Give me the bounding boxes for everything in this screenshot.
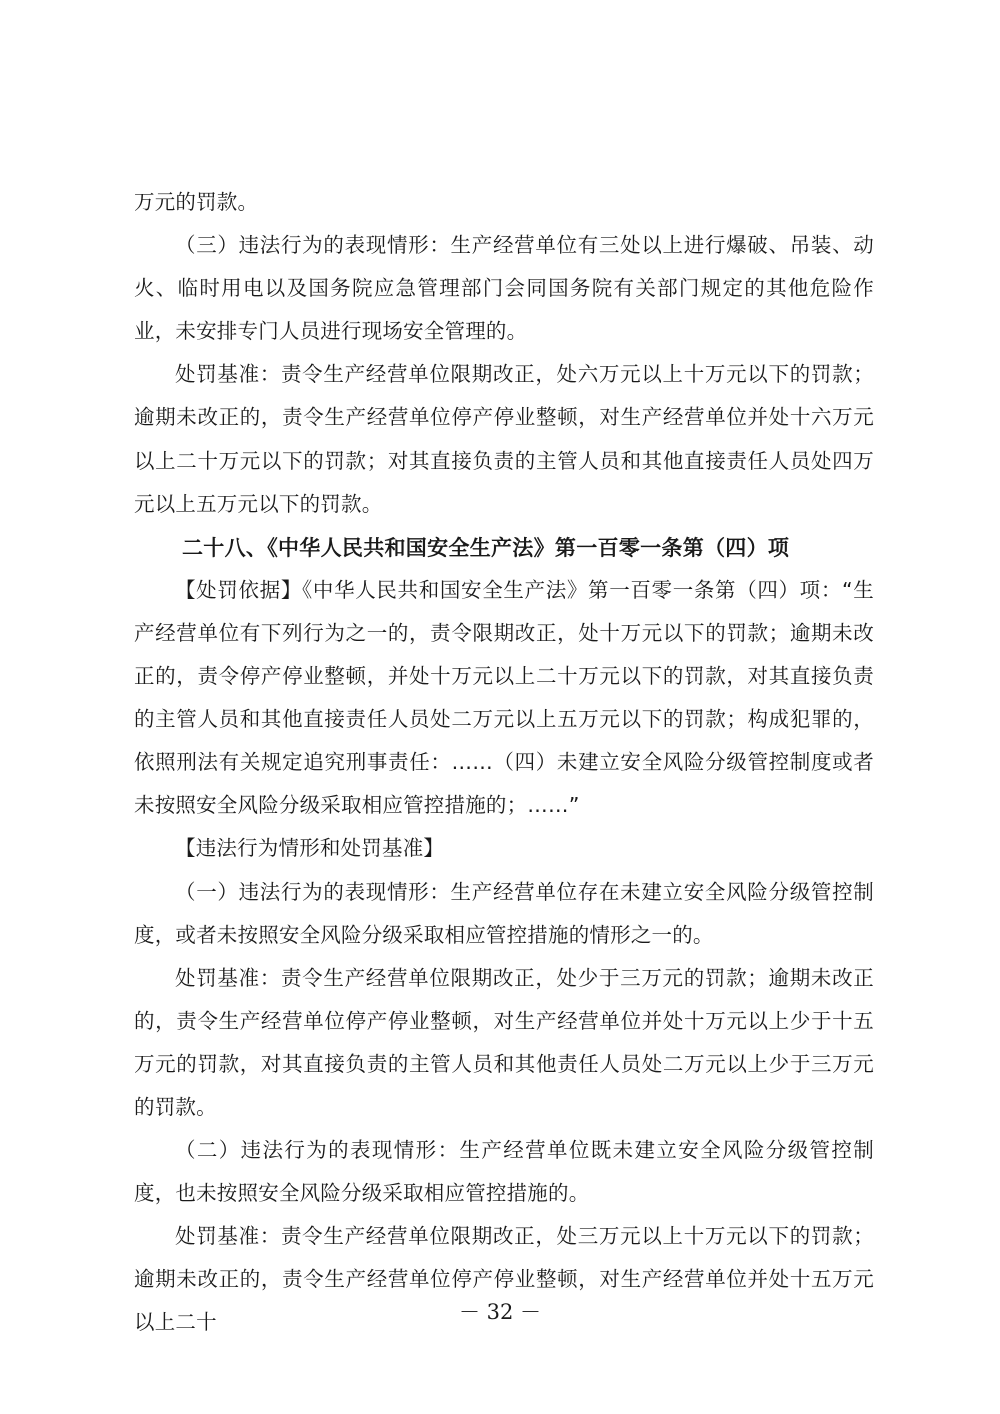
paragraph-penalty-basis: 【处罚依据】《中华人民共和国安全生产法》第一百零一条第（四）项：“生产经营单位有下列行为之一的，责令限期改正，处十万元以下的罚款；逾期未改正的，责令停产停业整顿，并处十万元以上二十万元以下的罚款，对其直接负责的主管人员和其他直接责任人员处二万元以上五万元以下的罚款；构成犯罪的，依照刑法有关规定追究刑事责任：……（四）未建立安全风险分级管控制度或者未按照安全风险分级采取相应管控措施的；……” xyxy=(134,577,874,818)
paragraph-penalty-standard-1: 处罚基准：责令生产经营单位限期改正，处少于三万元的罚款；逾期未改正的，责令生产经营单位停产停业整顿，对生产经营单位并处十万元以上少于十五万元的罚款，对其直接负责的主管人员和其他责任人员处二万元以上少于三万元的罚款。 xyxy=(134,965,874,1119)
paragraph-continuation: 万元的罚款。 xyxy=(134,190,259,214)
subheading-violation-and-standard: 【违法行为情形和处罚基准】 xyxy=(175,836,445,861)
document-body xyxy=(134,181,874,1345)
section-heading-28: 二十八、《中华人民共和国安全生产法》第一百零一条第（四）项 xyxy=(182,534,790,560)
paragraph-violation-case-1: （一）违法行为的表现情形：生产经营单位存在未建立安全风险分级管控制度，或者未按照安全风险分级采取相应管控措施的情形之一的。 xyxy=(134,879,874,947)
paragraph-penalty-standard-2: 处罚基准：责令生产经营单位限期改正，处三万元以上十万元以下的罚款；逾期未改正的，责令生产经营单位停产停业整顿，对生产经营单位并处十五万元以上二十 xyxy=(134,1224,874,1335)
page-number: － 32 － xyxy=(458,1300,542,1324)
paragraph-violation-case-3: （三）违法行为的表现情形：生产经营单位有三处以上进行爆破、吊装、动火、临时用电以及国务院应急管理部门会同国务院有关部门规定的其他危险作业，未安排专门人员进行现场安全管理的。 xyxy=(134,233,874,344)
paragraph-violation-case-2: （二）违法行为的表现情形：生产经营单位既未建立安全风险分级管控制度，也未按照安全风险分级采取相应管控措施的。 xyxy=(134,1138,874,1206)
paragraph-penalty-standard-3: 处罚基准：责令生产经营单位限期改正，处六万元以上十万元以下的罚款；逾期未改正的，责令生产经营单位停产停业整顿，对生产经营单位并处十六万元以上二十万元以下的罚款；对其直接负责的主管人员和其他直接责任人员处四万元以上五万元以下的罚款。 xyxy=(134,362,874,516)
